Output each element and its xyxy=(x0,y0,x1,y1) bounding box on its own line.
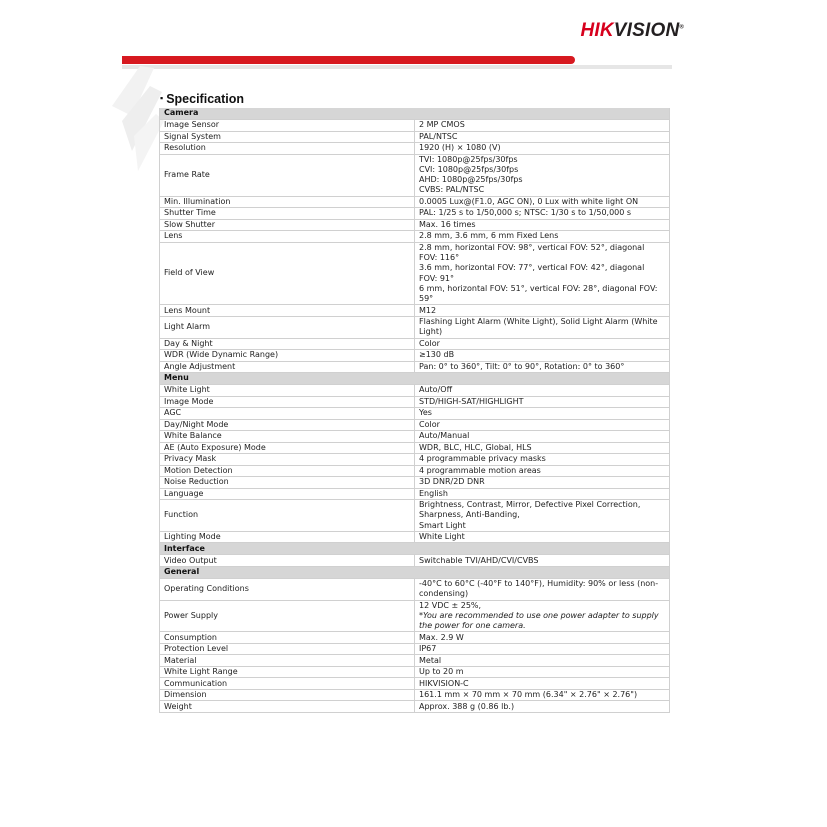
spec-value xyxy=(415,242,670,305)
spec-value-line: Brightness, Contrast, Mirror, Defective Pixel Correction, Sharpness, Anti-Banding, xyxy=(419,500,641,520)
spec-value-line: Max. 16 times xyxy=(419,219,476,229)
table-row xyxy=(160,196,670,208)
table-row xyxy=(160,442,670,454)
spec-label: Lens xyxy=(160,231,415,243)
spec-value-line: 6 mm, horizontal FOV: 51°, vertical FOV: 28°, diagonal FOV: 59° xyxy=(419,283,658,304)
table-row xyxy=(160,385,670,397)
spec-value xyxy=(415,120,670,132)
spec-value xyxy=(415,600,670,632)
spec-value-line: Color xyxy=(419,338,440,348)
spec-label: Day & Night xyxy=(160,338,415,350)
spec-value-line: Max. 2.9 W xyxy=(419,632,464,642)
spec-value xyxy=(415,350,670,362)
spec-value-line: Auto/Off xyxy=(419,385,453,395)
spec-value-line: White Light xyxy=(419,532,465,542)
spec-label: Privacy Mask xyxy=(160,454,415,466)
table-row xyxy=(160,154,670,196)
spec-value-line: Up to 20 m xyxy=(419,667,464,677)
page-title xyxy=(160,92,244,106)
spec-label: Day/Night Mode xyxy=(160,419,415,431)
spec-value-line: 4 programmable motion areas xyxy=(419,465,541,475)
spec-value-line: PAL/NTSC xyxy=(419,131,458,141)
spec-label: AE (Auto Exposure) Mode xyxy=(160,442,415,454)
spec-value-line: 2 MP CMOS xyxy=(419,120,465,130)
spec-label: Light Alarm xyxy=(160,316,415,338)
spec-value xyxy=(415,316,670,338)
table-row xyxy=(160,488,670,500)
spec-label: Video Output xyxy=(160,555,415,567)
title-bullet: ▪ xyxy=(160,93,164,103)
table-row xyxy=(160,316,670,338)
spec-value-line: Smart Light xyxy=(419,520,466,530)
spec-label: Communication xyxy=(160,678,415,690)
spec-value-line: STD/HIGH-SAT/HIGHLIGHT xyxy=(419,396,524,406)
spec-label: Material xyxy=(160,655,415,667)
table-row xyxy=(160,600,670,632)
table-row xyxy=(160,208,670,220)
spec-value-line: Color xyxy=(419,419,440,429)
spec-value-line: WDR, BLC, HLC, Global, HLS xyxy=(419,442,532,452)
table-row xyxy=(160,361,670,373)
spec-value-line: Approx. 388 g (0.86 lb.) xyxy=(419,701,515,711)
spec-value xyxy=(415,454,670,466)
logo-hik: HIK xyxy=(580,20,614,41)
table-row xyxy=(160,120,670,132)
spec-label: Signal System xyxy=(160,131,415,143)
spec-label: Frame Rate xyxy=(160,154,415,196)
spec-value xyxy=(415,655,670,667)
table-row xyxy=(160,555,670,567)
spec-value xyxy=(415,196,670,208)
table-row xyxy=(160,643,670,655)
spec-value xyxy=(415,531,670,543)
table-row xyxy=(160,231,670,243)
spec-value-line: -40°C to 60°C (-40°F to 140°F), Humidity: 90% or less (non-condensing) xyxy=(419,578,659,599)
table-row xyxy=(160,678,670,690)
spec-value xyxy=(415,143,670,155)
spec-value-line: Pan: 0° to 360°, Tilt: 0° to 90°, Rotation: 0° to 360° xyxy=(419,361,625,371)
spec-value-line: HIKVISION-C xyxy=(419,678,469,688)
spec-value xyxy=(415,361,670,373)
spec-value-line: 3D DNR/2D DNR xyxy=(419,477,485,487)
spec-value xyxy=(415,208,670,220)
spec-value xyxy=(415,500,670,532)
table-row xyxy=(160,454,670,466)
spec-label: Image Sensor xyxy=(160,120,415,132)
spec-value-line: CVI: 1080p@25fps/30fps xyxy=(419,164,519,174)
table-row xyxy=(160,477,670,489)
specification-table xyxy=(159,108,670,713)
spec-value xyxy=(415,396,670,408)
spec-value xyxy=(415,632,670,644)
table-row xyxy=(160,131,670,143)
spec-value-line: 2.8 mm, 3.6 mm, 6 mm Fixed Lens xyxy=(419,231,559,241)
table-row xyxy=(160,350,670,362)
spec-label: Protection Level xyxy=(160,643,415,655)
table-row xyxy=(160,632,670,644)
spec-label: Function xyxy=(160,500,415,532)
spec-label: Language xyxy=(160,488,415,500)
hikvision-logo xyxy=(580,20,684,42)
table-row xyxy=(160,419,670,431)
section-heading: Interface xyxy=(160,543,670,555)
header-gray-line xyxy=(122,65,672,69)
table-row xyxy=(160,143,670,155)
spec-label: Lighting Mode xyxy=(160,531,415,543)
spec-value-line: Switchable TVI/AHD/CVI/CVBS xyxy=(419,555,539,565)
table-row xyxy=(160,500,670,532)
spec-value-line: CVBS: PAL/NTSC xyxy=(419,185,485,195)
spec-label: White Balance xyxy=(160,431,415,443)
spec-label: Motion Detection xyxy=(160,465,415,477)
spec-value xyxy=(415,465,670,477)
section-interface xyxy=(160,543,670,555)
spec-value-line: M12 xyxy=(419,305,437,315)
spec-label: Consumption xyxy=(160,632,415,644)
spec-value-line: PAL: 1/25 s to 1/50,000 s; NTSC: 1/30 s to 1/50,000 s xyxy=(419,208,632,218)
header-red-bar xyxy=(122,56,575,64)
spec-value xyxy=(415,154,670,196)
spec-value-line: 1920 (H) × 1080 (V) xyxy=(419,143,501,153)
spec-label: Angle Adjustment xyxy=(160,361,415,373)
table-row xyxy=(160,666,670,678)
spec-value-line: 3.6 mm, horizontal FOV: 77°, vertical FOV: 42°, diagonal FOV: 91° xyxy=(419,263,645,283)
spec-value xyxy=(415,442,670,454)
section-heading: General xyxy=(160,566,670,578)
spec-label: AGC xyxy=(160,408,415,420)
spec-value xyxy=(415,385,670,397)
spec-label: Image Mode xyxy=(160,396,415,408)
spec-label: White Light xyxy=(160,385,415,397)
spec-value-line: 161.1 mm × 70 mm × 70 mm (6.34" × 2.76" × 2.76") xyxy=(419,690,638,700)
spec-value-line: Metal xyxy=(419,655,442,665)
table-row xyxy=(160,655,670,667)
table-row xyxy=(160,431,670,443)
spec-value-line: Flashing Light Alarm (White Light), Solid Light Alarm (White Light) xyxy=(419,316,658,337)
table-row xyxy=(160,338,670,350)
spec-value xyxy=(415,431,670,443)
table-row xyxy=(160,701,670,713)
spec-value-note: *You are recommended to use one power adapter to supply the power for one camera. xyxy=(419,610,659,631)
spec-label: Dimension xyxy=(160,689,415,701)
spec-value xyxy=(415,578,670,600)
spec-label: Weight xyxy=(160,701,415,713)
spec-value-line: 4 programmable privacy masks xyxy=(419,454,546,464)
table-row xyxy=(160,531,670,543)
spec-value-line: 0.0005 Lux@(F1.0, AGC ON), 0 Lux with white light ON xyxy=(419,196,639,206)
spec-value-line: ≥130 dB xyxy=(419,350,455,360)
spec-value-line: AHD: 1080p@25fps/30fps xyxy=(419,175,523,185)
spec-value xyxy=(415,231,670,243)
spec-value xyxy=(415,219,670,231)
spec-value xyxy=(415,477,670,489)
spec-value-line: IP67 xyxy=(419,644,437,654)
spec-value-line: 12 VDC ± 25%, xyxy=(419,600,482,610)
section-menu xyxy=(160,373,670,385)
spec-label: Resolution xyxy=(160,143,415,155)
spec-value xyxy=(415,419,670,431)
table-row xyxy=(160,305,670,317)
spec-label: Lens Mount xyxy=(160,305,415,317)
section-heading: Camera xyxy=(160,108,670,120)
section-camera xyxy=(160,108,670,120)
spec-label: Shutter Time xyxy=(160,208,415,220)
spec-value-line: TVI: 1080p@25fps/30fps xyxy=(419,154,518,164)
spec-value xyxy=(415,666,670,678)
spec-label: Power Supply xyxy=(160,600,415,632)
spec-value xyxy=(415,555,670,567)
table-row xyxy=(160,408,670,420)
title-text: Specification xyxy=(166,92,244,106)
logo-registered-mark: ® xyxy=(679,24,684,31)
spec-value-line: Auto/Manual xyxy=(419,431,470,441)
table-row xyxy=(160,219,670,231)
spec-label: Noise Reduction xyxy=(160,477,415,489)
table-row xyxy=(160,465,670,477)
table-row xyxy=(160,578,670,600)
spec-value xyxy=(415,678,670,690)
spec-value-line: 2.8 mm, horizontal FOV: 98°, vertical FOV: 52°, diagonal FOV: 116° xyxy=(419,242,645,262)
spec-value xyxy=(415,643,670,655)
spec-value xyxy=(415,689,670,701)
table-row xyxy=(160,396,670,408)
spec-label: WDR (Wide Dynamic Range) xyxy=(160,350,415,362)
table-row xyxy=(160,242,670,305)
spec-label: White Light Range xyxy=(160,666,415,678)
spec-label: Min. Illumination xyxy=(160,196,415,208)
spec-value xyxy=(415,701,670,713)
logo-vision: VISION xyxy=(613,20,680,41)
section-heading: Menu xyxy=(160,373,670,385)
spec-value xyxy=(415,338,670,350)
spec-value-line: Yes xyxy=(419,408,432,418)
spec-value xyxy=(415,408,670,420)
table-row xyxy=(160,689,670,701)
spec-value xyxy=(415,131,670,143)
spec-table-body xyxy=(160,108,670,712)
section-general xyxy=(160,566,670,578)
spec-value xyxy=(415,488,670,500)
spec-value-line: English xyxy=(419,488,448,498)
spec-value xyxy=(415,305,670,317)
spec-label: Slow Shutter xyxy=(160,219,415,231)
spec-label: Field of View xyxy=(160,242,415,305)
spec-label: Operating Conditions xyxy=(160,578,415,600)
